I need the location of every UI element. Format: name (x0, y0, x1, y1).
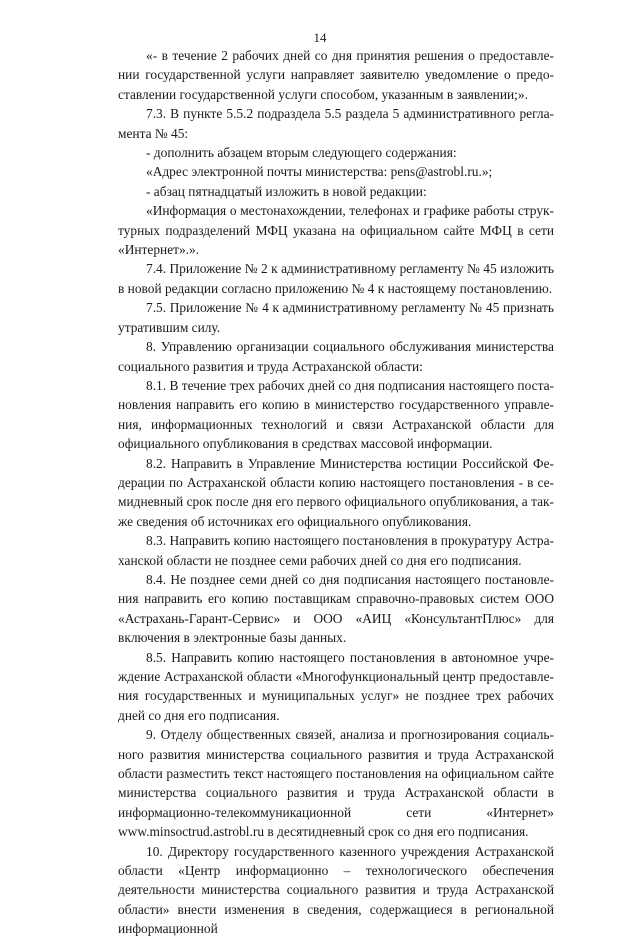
paragraph-7-5: 7.5. Приложение № 4 к административному регламенту № 45 признать утратившим силу. (118, 300, 554, 335)
document-body (118, 46, 554, 939)
paragraph-8-3: 8.3. Направить копию настоящего постановления в прокуратуру Астраханской области не позднее семи рабочих дней со дня его подписания. (118, 533, 554, 568)
paragraph-8-1: 8.1. В течение трех рабочих дней со дня подписания настоящего постановления направить его копию в министерство государственного управления, информационных технологий и связи Астраханской области для официального опубликования в средствах массовой информации. (118, 377, 554, 452)
paragraph-8-4: 8.4. Не позднее семи дней со дня подписания настоящего постановления направить его копию поставщикам справочно-правовых систем ООО «Астрахань-Гарант-Сервис» и ООО «АИЦ «КонсультантПлюс» для включения в электронные базы данных. (118, 571, 554, 646)
paragraph-7-3-email: «Адрес электронной почты министерства: pens@astrobl.ru.»; (146, 164, 493, 180)
paragraph-7-3-info: «Информация о местонахождении, телефонах и графике работы структурных подразделений МФЦ указана на официальном сайте МФЦ в сети «Интернет».». (118, 203, 554, 258)
paragraph-7-3-replace: - абзац пятнадцатый изложить в новой редакции: (146, 183, 427, 199)
paragraph-notification-clause: «- в течение 2 рабочих дней со дня принятия решения о предоставлении государственной услуги направляет заявителю уведомление о предоставлении государственной услуги способом, указанным в заявлении;». (118, 48, 554, 102)
paragraph-8-2: 8.2. Направить в Управление Министерства юстиции Российской Федерации по Астраханской области копию настоящего постановления - в семидневный срок после дня его первого официального опубликования, а также сведения об источниках его официального опубликования. (118, 455, 554, 529)
paragraph-7-3: 7.3. В пункте 5.5.2 подраздела 5.5 раздела 5 административного регламента № 45: (118, 106, 554, 141)
paragraph-8: 8. Управлению организации социального обслуживания министерства социального развития и труда Астраханской области: (118, 339, 554, 374)
paragraph-7-4: 7.4. Приложение № 2 к административному регламенту № 45 изложить в новой редакции согласно приложению № 4 к настоящему постановлению. (118, 261, 554, 296)
paragraph-7-3-add: - дополнить абзацем вторым следующего содержания: (146, 145, 457, 161)
paragraph-10: 10. Директору государственного казенного учреждения Астраханской области «Центр информационно – технологического обеспечения деятельности министерства социального развития и труда Астраханской области» внести изменения в сведения, содержащиеся в региональной информационной (118, 843, 554, 937)
page-number: 14 (313, 30, 327, 45)
paragraph-9: 9. Отделу общественных связей, анализа и прогнозирования социального развития министерства социального развития и труда Астраханской области разместить текст настоящего постановления на официальном сайте министерства социального развития и труда Астраханской области в информационно-телекоммуникационной сети «Интернет» www.minsoctrud.astrobl.ru в десятидневный срок со дня его подписания. (118, 727, 554, 840)
paragraph-8-5: 8.5. Направить копию настоящего постановления в автономное учреждение Астраханской области «Многофункциональный центр предоставления государственных и муниципальных услуг» не позднее трех рабочих дней со дня его подписания. (118, 649, 554, 723)
